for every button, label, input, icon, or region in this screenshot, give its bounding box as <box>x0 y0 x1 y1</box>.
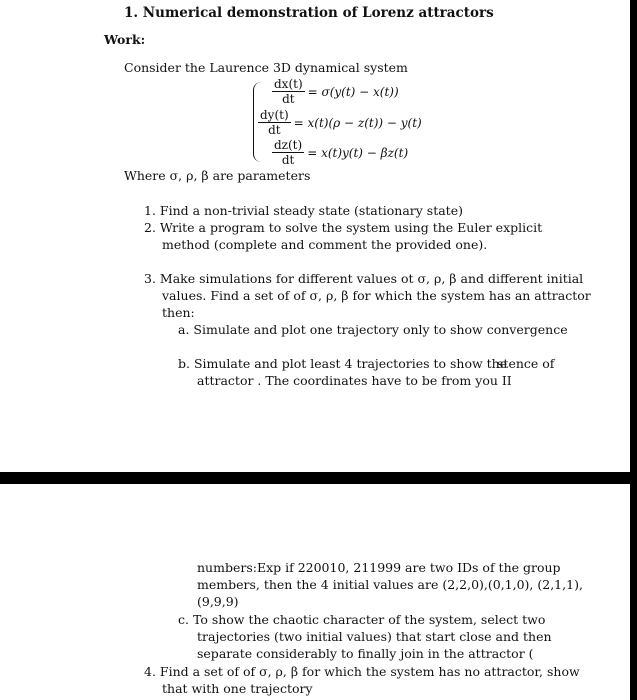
work-label: Work: <box>104 32 146 47</box>
item-b-line-2: attractor . The coordinates have to be from you II <box>197 373 512 388</box>
item-2-line-1: 2. Write a program to solve the system using the Euler explicit <box>144 220 543 235</box>
dz-denominator: dt <box>281 153 295 167</box>
dy-rhs: = x(t)(ρ − z(t)) − y(t) <box>293 115 422 130</box>
intro-text: Consider the Laurence 3D dynamical system <box>124 60 408 75</box>
item-b-cont-1: numbers:Exp if 220010, 211999 are two IDs of the group <box>197 560 561 575</box>
item-2-line-2: method (complete and comment the provided one). <box>162 237 488 252</box>
dz-rhs: = x(t)y(t) − βz(t) <box>307 145 409 160</box>
item-c-line-2: trajectories (two initial values) that start close and then <box>197 629 552 644</box>
item-4-line-1: 4. Find a set of of σ, ρ, β for which the system has no attractor, show <box>144 664 580 679</box>
item-c-line-3: separate considerably to finally join in the attractor ( <box>197 646 534 661</box>
item-3-line-3: then: <box>162 305 195 320</box>
equation-dz <box>272 138 408 167</box>
item-b-cont-3: (9,9,9) <box>197 594 239 609</box>
item-4-line-2: that with one trajectory <box>162 681 313 696</box>
item-3-line-1: 3. Make simulations for different values ot σ, ρ, β and different initial <box>144 271 584 286</box>
item-c-line-1: c. To show the chaotic character of the system, select two <box>178 612 546 627</box>
dy-numerator: dy(t) <box>260 108 289 122</box>
dx-numerator: dx(t) <box>274 77 303 91</box>
item-b-line-1-fragment: stence of <box>497 356 555 371</box>
dz-numerator: dz(t) <box>274 138 303 152</box>
item-b-line-1: b. Simulate and plot least 4 trajectories to show the <box>178 356 508 371</box>
equation-dy <box>258 108 422 137</box>
item-1: 1. Find a non-trivial steady state (stationary state) <box>144 203 463 218</box>
equation-dx <box>272 77 399 106</box>
section-heading: 1. Numerical demonstration of Lorenz attractors <box>124 5 494 21</box>
bottom-page-panel <box>0 484 630 700</box>
dy-denominator: dt <box>268 123 281 137</box>
dx-denominator: dt <box>282 92 295 106</box>
item-a: a. Simulate and plot one trajectory only to show convergence <box>178 322 568 337</box>
item-3-line-2: values. Find a set of of σ, ρ, β for which the system has an attractor <box>162 288 591 303</box>
item-b-cont-2: members, then the 4 initial values are (2,2,0),(0,1,0), (2,1,1), <box>197 577 583 592</box>
dx-rhs: = σ(y(t) − x(t)) <box>307 84 399 99</box>
parameters-text: Where σ, ρ, β are parameters <box>124 168 311 183</box>
